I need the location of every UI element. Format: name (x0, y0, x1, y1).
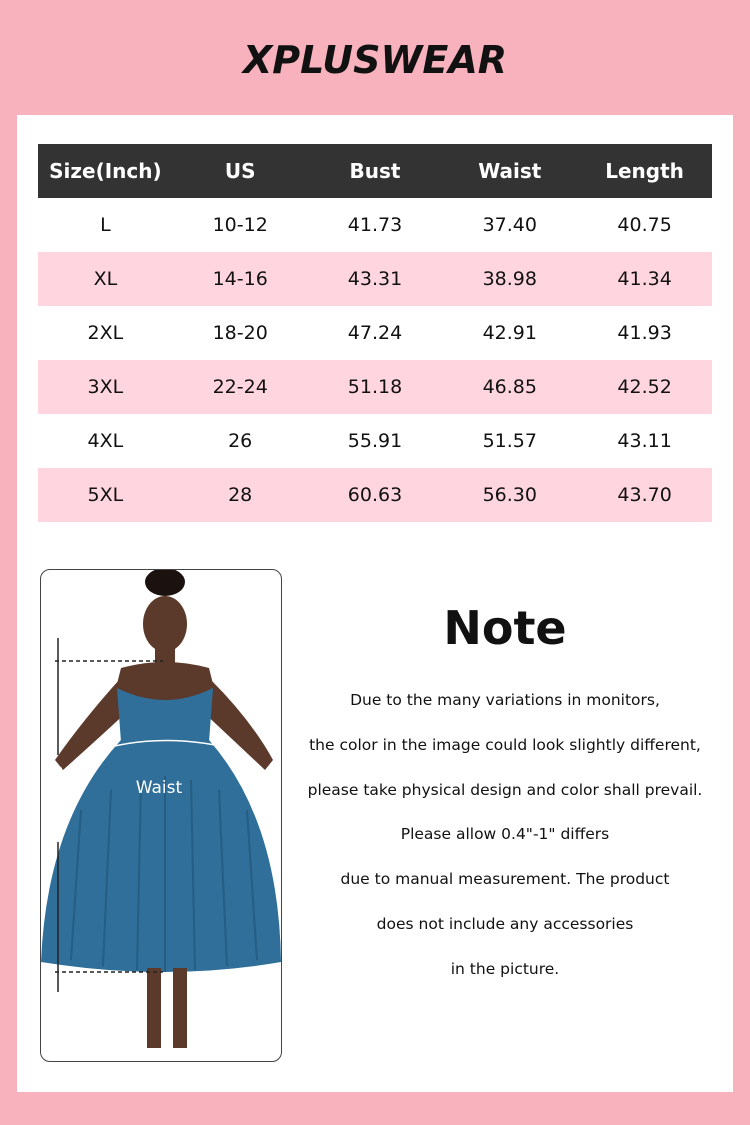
note-line: does not include any accessories (376, 914, 634, 933)
note-line: in the picture. (450, 959, 560, 978)
us-cell: 18-20 (212, 322, 268, 344)
waist-cell: 56.30 (442, 468, 577, 522)
length-label: Length (47, 766, 65, 818)
bust-cell: 55.91 (347, 430, 403, 452)
model-head (143, 596, 187, 652)
length-cell: 41.34 (577, 252, 712, 306)
model-illustration (41, 570, 281, 1061)
size-cell: 5XL (38, 468, 173, 522)
table-row (38, 360, 712, 414)
length-cell: 43.11 (617, 430, 672, 452)
note-text (267, 687, 743, 1001)
column-header-us: US (173, 144, 308, 198)
bust-cell: 47.24 (347, 322, 403, 344)
note-line: Please allow 0.4"-1" differs (400, 825, 610, 844)
size-cell: 2XL (87, 322, 124, 344)
bust-cell: 60.63 (308, 468, 443, 522)
table-row (38, 306, 712, 360)
table-row (38, 414, 712, 468)
column-header-length: Length (577, 144, 712, 198)
length-cell: 41.93 (617, 322, 672, 344)
column-header-waist: Waist (442, 144, 577, 198)
model-right-leg (173, 968, 187, 1048)
size-cell: L (100, 214, 111, 236)
length-cell: 43.70 (577, 468, 712, 522)
us-cell: 28 (173, 468, 308, 522)
size-cell: XL (38, 252, 173, 306)
table-row (38, 198, 712, 252)
model-left-leg (147, 968, 161, 1048)
waist-cell: 51.57 (482, 430, 537, 452)
note-line: Due to the many variations in monitors, (350, 691, 660, 709)
note-line: please take physical design and color shall prevail. (307, 780, 703, 799)
length-cell: 40.75 (617, 214, 672, 236)
us-cell: 14-16 (173, 252, 308, 306)
note-line: due to manual measurement. The product (340, 870, 670, 889)
bust-cell: 51.18 (308, 360, 443, 414)
waist-cell: 46.85 (442, 360, 577, 414)
column-header-bust: Bust (308, 144, 443, 198)
brand-logo: XPLUSWEAR (242, 38, 508, 82)
us-cell: 10-12 (212, 214, 268, 236)
length-cell: 42.52 (577, 360, 712, 414)
note-title: Note (443, 601, 567, 655)
waist-cell: 42.91 (482, 322, 537, 344)
waist-label: Waist (135, 778, 183, 798)
column-header-size: Size(Inch) (38, 144, 173, 198)
waist-cell: 37.40 (482, 214, 537, 236)
us-cell: 22-24 (173, 360, 308, 414)
size-chart-card (17, 115, 733, 1092)
size-cell: 3XL (38, 360, 173, 414)
hair-bun (145, 570, 185, 596)
bust-cell: 43.31 (308, 252, 443, 306)
bust-cell: 41.73 (347, 214, 403, 236)
model-photo (40, 569, 282, 1062)
size-cell: 4XL (87, 430, 124, 452)
size-table (38, 144, 712, 522)
table-row (38, 252, 712, 306)
table-row (38, 468, 712, 522)
table-header-row (38, 144, 712, 198)
note-line: the color in the image could look slightly different, (309, 735, 701, 754)
waist-cell: 38.98 (442, 252, 577, 306)
us-cell: 26 (228, 430, 253, 452)
